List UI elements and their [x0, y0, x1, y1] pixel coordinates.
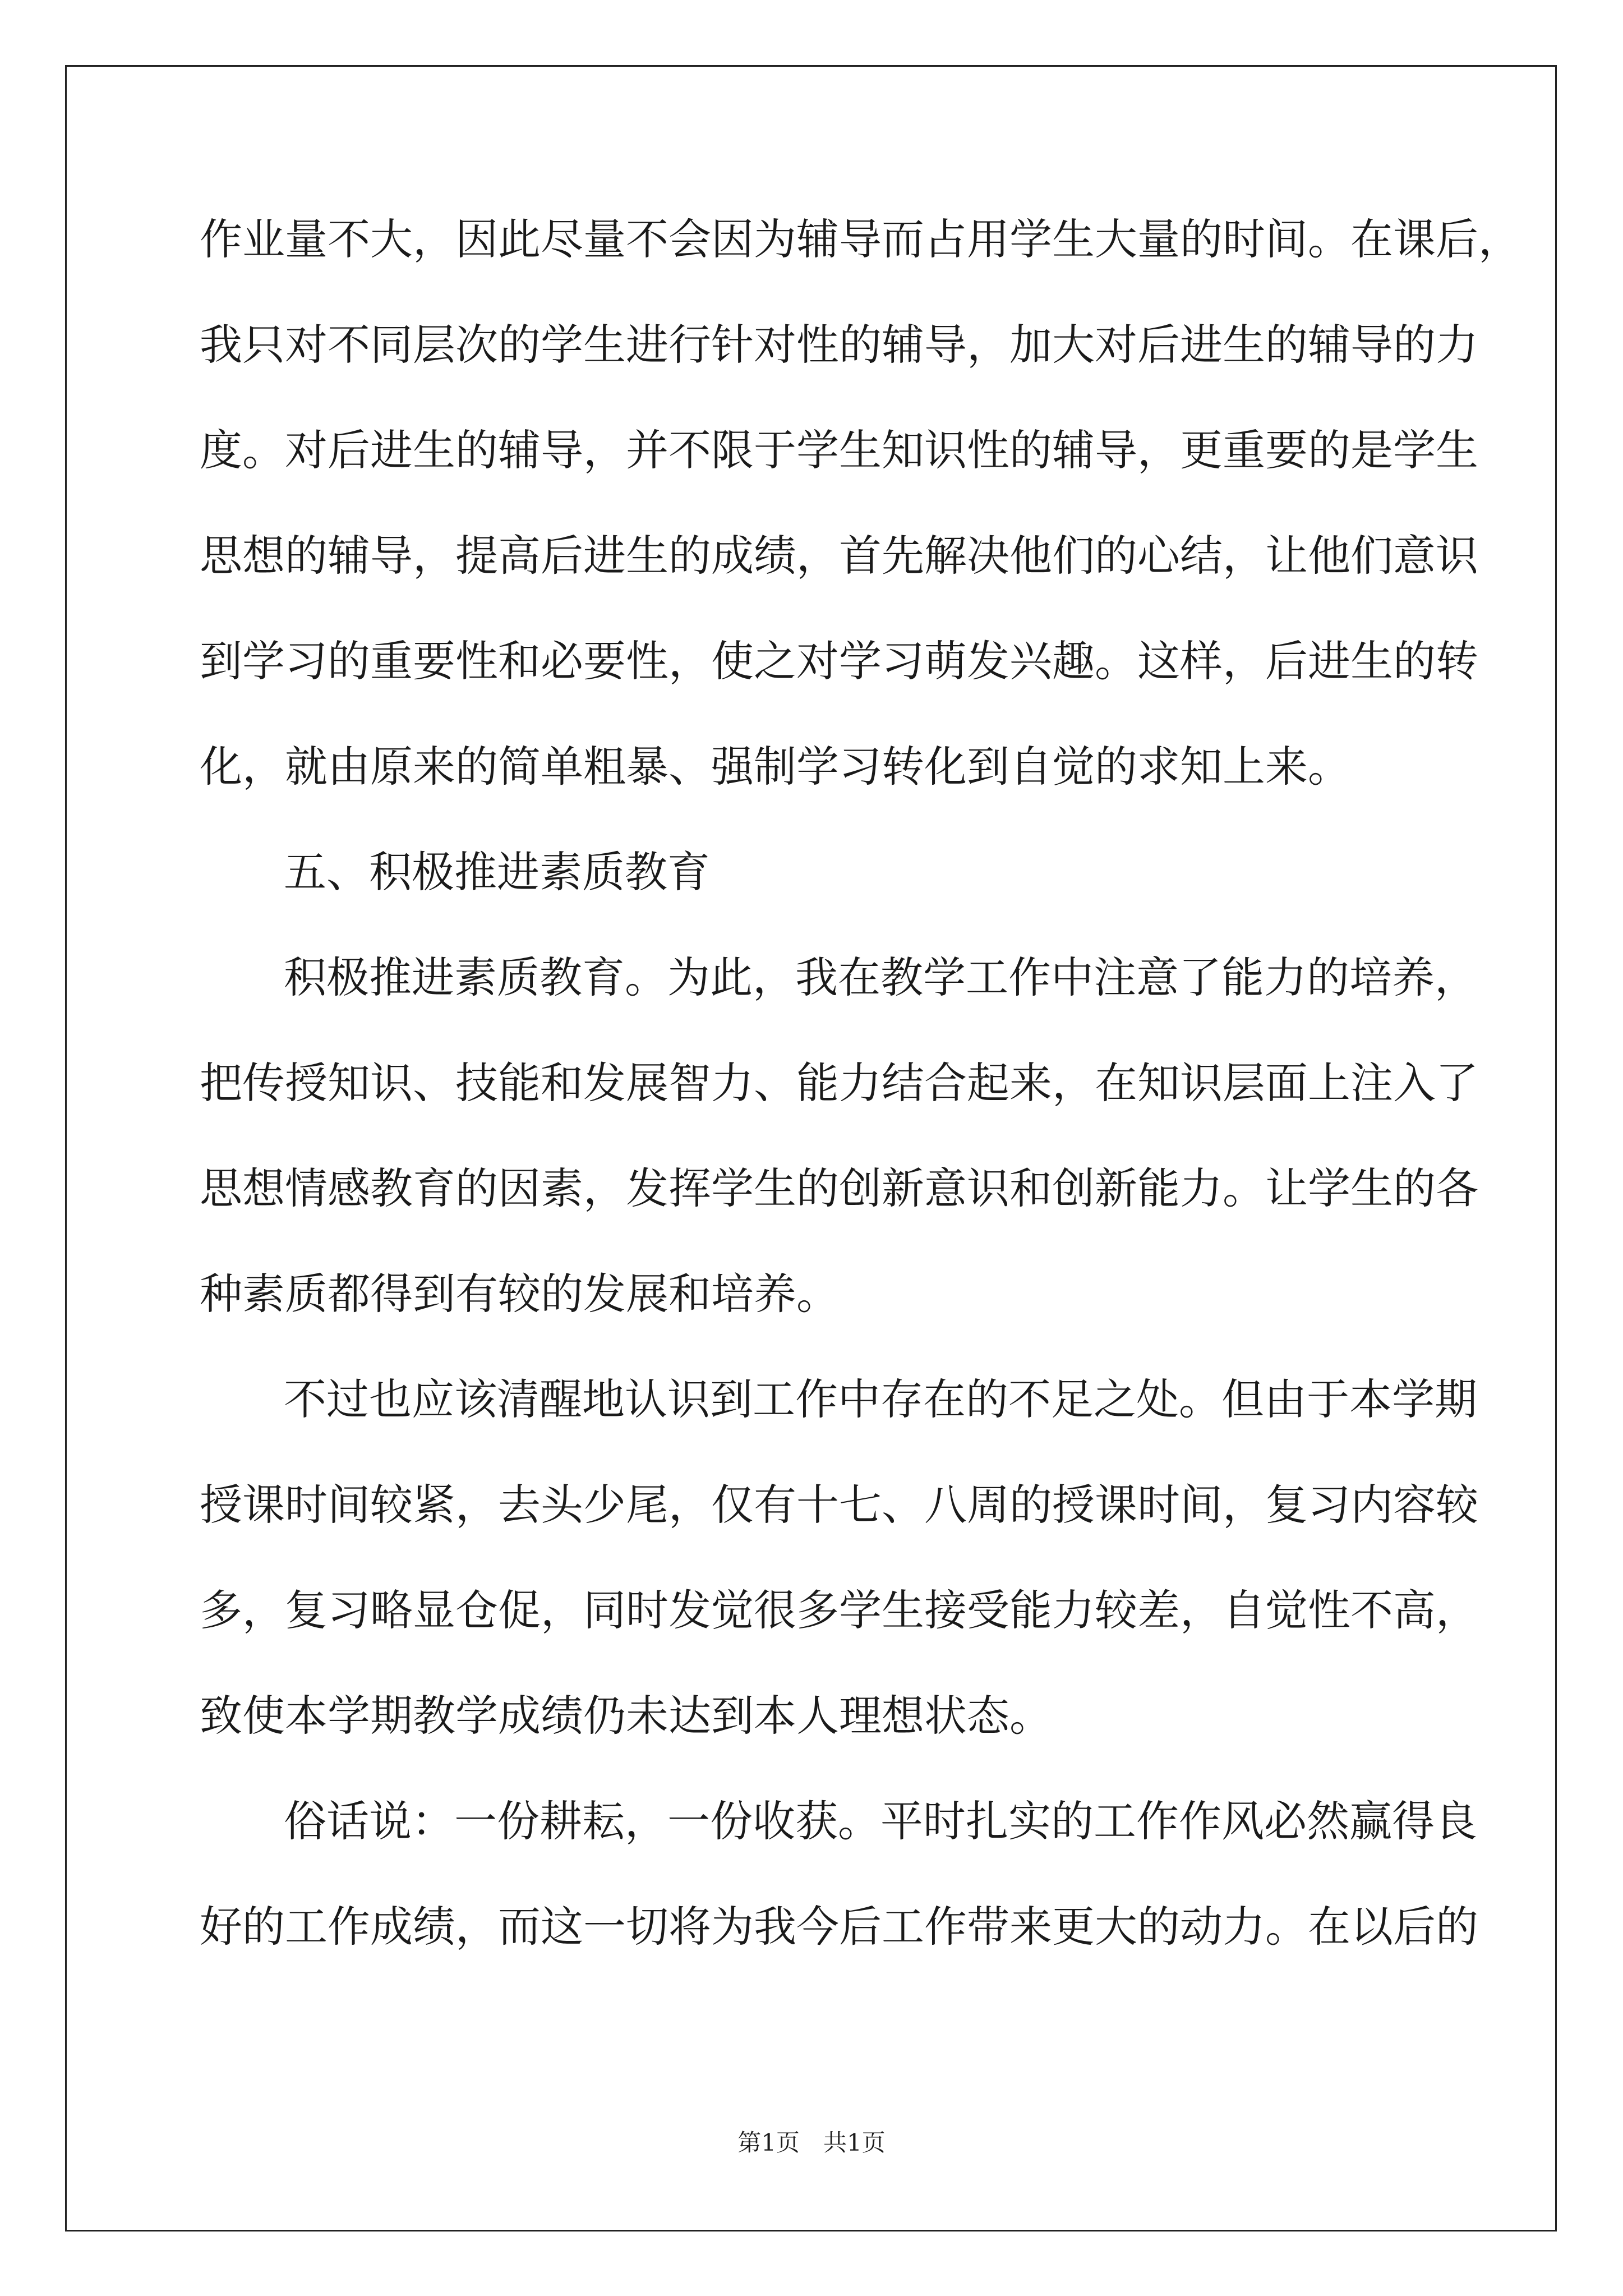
text-line: 俗话说：一份耕耘，一份收获。平时扎实的工作作风必然赢得良: [284, 1796, 1477, 1846]
text-line: 不过也应该清醒地认识到工作中存在的不足之处。但由于本学期: [284, 1374, 1477, 1424]
section-heading: 五、积极推进素质教育: [284, 847, 710, 897]
text-line: 我只对不同层次的学生进行针对性的辅导，加大对后进生的辅导的力: [200, 320, 1478, 370]
text-line: 好的工作成绩，而这一切将为我今后工作带来更大的动力。在以后的: [200, 1902, 1478, 1952]
text-line: 化，就由原来的简单粗暴、强制学习转化到自觉的求知上来。: [200, 742, 1350, 792]
text-line: 致使本学期教学成绩仍未达到本人理想状态。: [200, 1691, 1052, 1741]
text-line: 种素质都得到有较的发展和培养。: [200, 1269, 839, 1319]
text-line: 多，复习略显仓促，同时发觉很多学生接受能力较差，自觉性不高，: [200, 1585, 1478, 1635]
document-body: [200, 213, 1521, 2006]
text-line: 思想的辅导，提高后进生的成绩，首先解决他们的心结，让他们意识: [200, 531, 1478, 581]
text-line: 积极推进素质教育。为此，我在教学工作中注意了能力的培养，: [284, 953, 1477, 1002]
text-line: 授课时间较紧，去头少尾，仅有十七、八周的授课时间，复习内容较: [200, 1480, 1478, 1530]
text-line: 作业量不大，因此尽量不会因为辅导而占用学生大量的时间。在课后，: [200, 214, 1521, 264]
text-line: 度。对后进生的辅导，并不限于学生知识性的辅导，更重要的是学生: [200, 425, 1478, 475]
text-line: 到学习的重要性和必要性，使之对学习萌发兴趣。这样，后进生的转: [200, 636, 1478, 686]
page-footer: 第1页 共1页: [737, 2129, 886, 2156]
text-line: 把传授知识、技能和发展智力、能力结合起来，在知识层面上注入了: [200, 1058, 1478, 1108]
text-line: 思想情感教育的因素，发挥学生的创新意识和创新能力。让学生的各: [200, 1163, 1478, 1213]
